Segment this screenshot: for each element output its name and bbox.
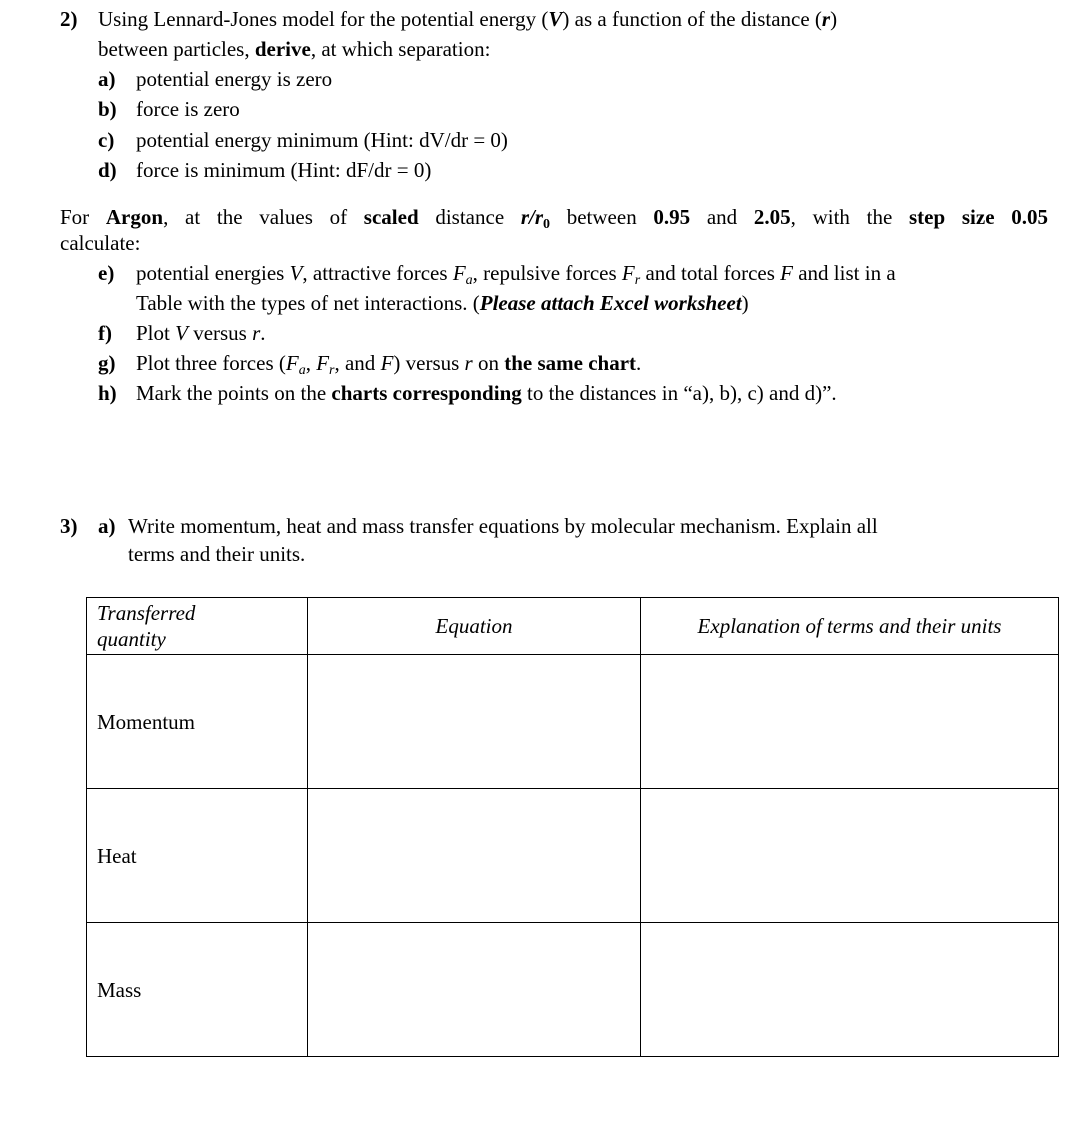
header-transferred-quantity: Transferred quantity — [87, 598, 308, 655]
argon-instructions: For Argon, at the values of scaled distance $r/r_0$ between 0.95 and 2.05, with the step size 0.05 — [60, 205, 1048, 232]
equation-cell[interactable] — [308, 923, 641, 1057]
list-item: e) potential energies V, attractive forces $F_a$, repulsive forces $F_r$ and total forces F and list in a — [98, 261, 896, 288]
explanation-cell[interactable] — [641, 655, 1059, 789]
list-item: f) Plot V versus r. — [98, 321, 266, 345]
argon-instructions-line-2: calculate: — [60, 231, 141, 255]
list-item-continuation: Table with the types of net interactions. (Please attach Excel worksheet) — [136, 291, 749, 315]
question-3-line-1: 3) a) Write momentum, heat and mass transfer equations by molecular mechanism. Explain all — [60, 511, 878, 541]
header-equation: Equation — [308, 598, 641, 655]
table-row — [87, 789, 1059, 923]
question-number: 2) — [60, 7, 78, 31]
transfer-equations-table — [86, 597, 1059, 1057]
question-2-line-2: between particles, derive, at which separation: — [98, 37, 491, 61]
list-item: c) potential energy minimum (Hint: dV/dr = 0) — [98, 128, 508, 152]
question-3-line-2: terms and their units. — [128, 542, 306, 566]
row-label-heat: Heat — [87, 789, 308, 923]
list-item: h) Mark the points on the charts corresponding to the distances in “a), b), c) and d)”. — [98, 381, 837, 405]
explanation-cell[interactable] — [641, 923, 1059, 1057]
list-item: a) potential energy is zero — [98, 67, 333, 91]
row-label-momentum: Momentum — [87, 655, 308, 789]
table-header-row — [87, 598, 1059, 655]
question-number: 3) — [60, 514, 78, 538]
list-item: g) Plot three forces ($F_a$, $F_r$, and F) versus r on the same chart. — [98, 351, 642, 378]
list-item: d) force is minimum (Hint: dF/dr = 0) — [98, 158, 432, 182]
table-row — [87, 655, 1059, 789]
table-row — [87, 923, 1059, 1057]
question-2-line-1: 2) Using Lennard-Jones model for the potential energy (V) as a function of the distance (r) — [60, 4, 837, 34]
header-explanation: Explanation of terms and their units — [641, 598, 1059, 655]
row-label-mass: Mass — [87, 923, 308, 1057]
equation-cell[interactable] — [308, 655, 641, 789]
explanation-cell[interactable] — [641, 789, 1059, 923]
list-item: b) force is zero — [98, 97, 240, 121]
equation-cell[interactable] — [308, 789, 641, 923]
